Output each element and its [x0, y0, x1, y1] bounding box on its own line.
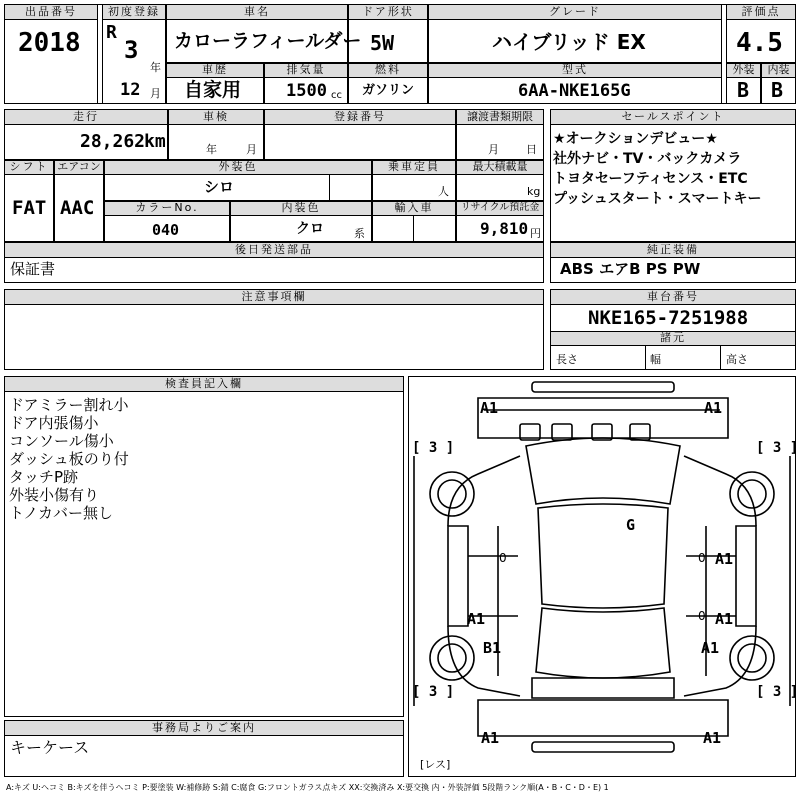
damage-mark: A1 [481, 729, 500, 747]
inspector-item: 外装小傷有り [9, 486, 100, 504]
inspector-label: 検査員記入欄 [4, 376, 404, 392]
reg-prefix: R [106, 22, 117, 43]
equipment-value: ABS エアB PS PW [560, 260, 701, 278]
damage-mark: A1 [467, 610, 486, 628]
transfer-day-unit: 日 [526, 143, 537, 156]
capacity-label: 乗車定員 [372, 160, 456, 175]
damage-mark: A1 [704, 399, 723, 417]
equipment-label: 純正装備 [550, 242, 796, 258]
mileage-label: 走行 [4, 109, 168, 125]
color-no-value: 040 [152, 221, 180, 239]
lot-value: 2018 [18, 28, 81, 58]
interior-color-label: 内装色 [230, 201, 372, 216]
transfer-month-unit: 月 [488, 143, 499, 156]
inspection-year-unit: 年 [206, 143, 217, 156]
color-cell-extra [329, 174, 372, 201]
capacity-unit: 人 [438, 185, 449, 198]
damage-mark: A1 [480, 399, 499, 417]
damage-mark: B1 [483, 639, 502, 657]
reg-month: 12 [120, 80, 141, 100]
later-cell [4, 257, 544, 283]
load-unit: kg [527, 185, 541, 198]
sales-line: プッシュスタート・スマートキー [553, 191, 762, 207]
inspection-label: 車検 [168, 109, 264, 125]
import-cell-extra [413, 215, 456, 242]
office-value: キーケース [10, 738, 90, 757]
damage-mark: A1 [703, 729, 722, 747]
interior-value: B [771, 78, 784, 102]
shift-label: シフト [4, 160, 54, 175]
history-value: 自家用 [184, 79, 242, 101]
reg-year-unit: 年 [150, 61, 161, 74]
inspector-item: ダッシュ板のり付 [9, 450, 129, 468]
score-value: 4.5 [736, 28, 783, 58]
import-label: 輸入車 [372, 201, 456, 216]
history-label: 車歴 [166, 63, 264, 78]
spare-tire-mark: [レス] [420, 758, 451, 771]
color-value: シロ [204, 178, 235, 196]
damage-mark: A1 [715, 610, 734, 628]
name-label: 車名 [166, 4, 348, 20]
displacement-value: 1500 [286, 81, 327, 101]
door-value: 5W [370, 31, 395, 55]
specs-label: 諸元 [550, 331, 796, 346]
recycle-label: リサイクル預託金 [456, 201, 544, 216]
color-label: 外装色 [104, 160, 372, 175]
sales-label: セールスポイント [550, 109, 796, 125]
length-label: 長さ [556, 353, 578, 366]
later-value: 保証書 [10, 260, 56, 278]
score-label: 評価点 [726, 4, 796, 20]
recycle-value: 9,810 [480, 219, 529, 238]
sales-line: 社外ナビ・TV・バックカメラ [553, 151, 742, 167]
shift-value: FAT [12, 197, 47, 219]
mileage-unit: km [144, 131, 166, 152]
inspection-month-unit: 月 [246, 143, 257, 156]
reg-month-unit: 月 [150, 87, 161, 100]
interior-color-unit: 系 [354, 227, 365, 240]
grade-value: ハイブリッド EX [492, 30, 646, 54]
zero-mark: 0 [698, 609, 706, 623]
height-label: 高さ [726, 353, 748, 366]
color-no-label: カラーNo. [104, 201, 230, 216]
tire-mark: [ 3 ] [756, 440, 799, 456]
exterior-label: 外装 [726, 63, 761, 78]
notes-label: 注意事項欄 [4, 289, 544, 305]
notes-cell [4, 304, 544, 370]
interior-label: 内装 [761, 63, 796, 78]
sales-line: ★オークションデビュー★ [553, 131, 718, 147]
exterior-value: B [737, 78, 750, 102]
damage-mark: A1 [715, 550, 734, 568]
inspector-items [9, 396, 129, 522]
displacement-unit: cc [331, 90, 342, 101]
recycle-unit: 円 [530, 227, 541, 240]
inspector-item: タッチP跡 [9, 468, 79, 486]
inspector-item: コンソール傷小 [9, 432, 114, 450]
sales-line: トヨタセーフティセンス・ETC [553, 171, 748, 187]
plate-cell [264, 124, 456, 160]
inspector-item: トノカバー無し [9, 504, 113, 522]
ac-value: AAC [60, 197, 95, 219]
chassis-value: NKE165-7251988 [588, 307, 749, 329]
grade-label: グレード [428, 4, 722, 20]
tire-mark: [ 3 ] [756, 684, 799, 700]
damage-mark: A1 [701, 639, 720, 657]
inspector-item: ドアミラー割れ小 [9, 396, 129, 414]
reg-year: 3 [124, 36, 139, 64]
door-label: ドア形状 [348, 4, 428, 20]
import-cell [372, 215, 414, 242]
reg-label: 初度登録 [102, 4, 166, 20]
model-value: 6AA-NKE165G [518, 81, 631, 101]
zero-mark: 0 [499, 551, 507, 565]
interior-color-value: クロ [296, 221, 324, 237]
later-label: 後日発送部品 [4, 242, 544, 258]
mileage-value: 28,262 [80, 131, 146, 152]
width-label: 幅 [650, 353, 661, 366]
displacement-label: 排気量 [264, 63, 348, 78]
damage-mark: G [626, 516, 636, 534]
fuel-value: ガソリン [362, 83, 415, 98]
model-label: 型式 [428, 63, 722, 78]
tire-mark: [ 3 ] [412, 440, 455, 456]
fuel-label: 燃料 [348, 63, 428, 78]
plate-label: 登録番号 [264, 109, 456, 125]
lot-label: 出品番号 [4, 4, 98, 20]
name-value: カローラフィールダー [174, 30, 362, 52]
chassis-label: 車台番号 [550, 289, 796, 305]
transfer-label: 譲渡書類期限 [456, 109, 544, 125]
ac-label: エアコン [54, 160, 104, 175]
car-diagram-icon [408, 376, 799, 777]
sales-lines [553, 129, 793, 209]
tire-mark: [ 3 ] [412, 684, 455, 700]
legend-text: A:キズ U:ヘコミ B:キズを伴うヘコミ P:要塗装 W:補修跡 S:錆 C:腐食 G:フロントガラス点キズ XX:交換済み X:要交換 内・外装評価 5段階ランク順(A・B・C・D・E) 1 [6, 783, 609, 792]
zero-mark: 0 [698, 551, 706, 565]
inspector-item: ドア内張傷小 [9, 414, 99, 432]
office-label: 事務局よりご案内 [4, 720, 404, 736]
load-label: 最大積載量 [456, 160, 544, 175]
